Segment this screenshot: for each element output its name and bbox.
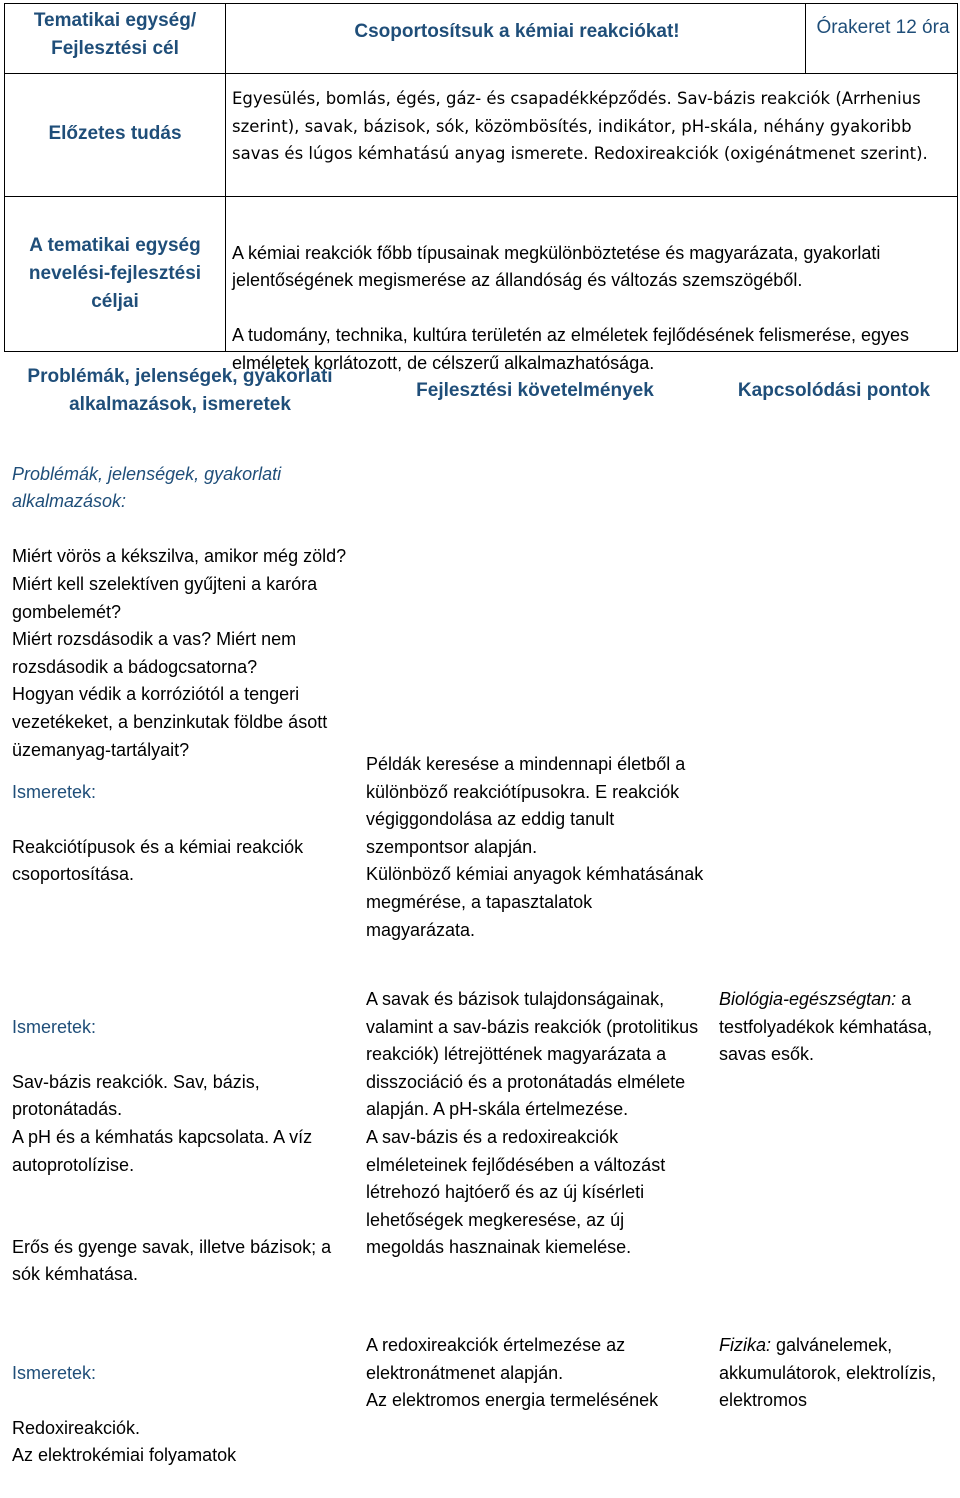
- table-border-top: [4, 3, 958, 4]
- table-border-right: [957, 3, 958, 351]
- column-header-connections: Kapcsolódási pontok: [737, 380, 931, 401]
- knowledge-text-2: Erős és gyenge savak, illetve bázisok; a sók kémhatása.: [12, 1236, 332, 1285]
- col1-title: Tematikai egység/ Fejlesztési cél: [33, 10, 197, 59]
- hours-label: Órakeret 12 óra: [816, 17, 950, 38]
- knowledge-text: Sav-bázis reakciók. Sav, bázis, protonátadás. A pH és a kémhatás kapcsolata. A víz autoprotolízise.: [12, 1071, 313, 1175]
- redox-connections: [719, 1332, 955, 1415]
- knowledge-label: Ismeretek:: [12, 1362, 97, 1383]
- reaction-types-requirements: Példák keresése a mindennapi életből a különböző reakciótípusokra. E reakciók végiggondolása az eddig tanult szempontsor alapján. Különböző kémiai anyagok kémhatásának megmérése, a tapasztalatok magyarázata.: [366, 754, 704, 940]
- reaction-types-cell: [12, 751, 355, 917]
- goals-paragraph-1: A kémiai reakciók főbb típusainak megkülönböztetése és magyarázata, gyakorlati jelentőségének megismerése az állandóság és változás szemszögéből.: [232, 242, 881, 291]
- prior-knowledge-label: Előzetes tudás: [48, 123, 182, 144]
- knowledge-text: Redoxireakciók. Az elektrokémiai folyamatok: [12, 1417, 237, 1466]
- goals-paragraph-2: A tudomány, technika, kultúra területén az elméletek fejlődésének felismerése, egyes elméletek korlátozott, de célszerű alkalmazhatósága.: [232, 325, 910, 373]
- connection-subject: Biológia-egészségtan:: [719, 989, 897, 1009]
- acid-base-cell: [12, 986, 355, 1317]
- redox-requirements: A redoxireakciók értelmezése az elektronátmenet alapján. Az elektromos energia termelésének: [366, 1335, 659, 1411]
- connection-text: a testfolyadékok kémhatása, savas esők.: [719, 989, 933, 1065]
- hours-column-divider: [805, 3, 806, 73]
- knowledge-text: Reakciótípusok és a kémiai reakciók csoportosítása.: [12, 836, 304, 885]
- prior-knowledge-divider: [4, 196, 958, 197]
- problems-list: Miért vörös a kékszilva, amikor még zöld? Miért kell szelektíven gyűjteni a karóra gombelemét? Miért rozsdásodik a vas? Miért nem rozsdásodik a bádogcsatorna? Hogyan védik a korróziótól a tengeri vezetékeket, a benzinkutak földbe ásott üzemanyag-tartályait?: [12, 546, 347, 760]
- label-column-divider: [225, 3, 226, 351]
- topic-title: Csoportosítsuk a kémiai reakciókat!: [354, 21, 680, 42]
- header-row-divider: [4, 73, 958, 74]
- goals-label: A tematikai egység nevelési-fejlesztési céljai: [28, 235, 202, 312]
- knowledge-label: Ismeretek:: [12, 1016, 97, 1037]
- connection-subject: Fizika:: [719, 1335, 772, 1355]
- acid-base-requirements: A savak és bázisok tulajdonságainak, valamint a sav-bázis reakciók (protolitikus reakciók) létrejöttének magyarázata a disszociáció és a protonátadás elmélete alapján. A pH-skála értelmezése. A sav-bázis és a redoxireakciók elméleteinek fejlődésében a változást létrehozó hajtóerő és az új kísérleti lehetőségek megkeresése, az új megoldás hasznainak kiemelése.: [366, 989, 699, 1258]
- column-header-requirements: Fejlesztési követelmények: [416, 380, 654, 401]
- acid-base-connections: [719, 986, 955, 1069]
- prior-knowledge-text: Egyesülés, bomlás, égés, gáz- és csapadékképződés. Sav-bázis reakciók (Arrhenius szerint), savak, bázisok, sók, közömbösítés, indikátor, pH-skála, néhány gyakoribb savas és lúgos kémhatású anyag ismerete. Redoxireakciók (oxigénátmenet szerint).: [232, 89, 928, 163]
- column-header-problems: Problémák, jelenségek, gyakorlati alkalmazások, ismeretek: [27, 366, 333, 415]
- redox-cell: [12, 1332, 355, 1498]
- problems-cell: [12, 433, 355, 792]
- table-border-left: [4, 3, 5, 351]
- knowledge-label: Ismeretek:: [12, 781, 97, 802]
- problems-label: Problémák, jelenségek, gyakorlati alkalmazások:: [12, 463, 282, 512]
- connection-text: galvánelemek, akkumulátorok, elektrolízis, elektromos: [719, 1335, 937, 1411]
